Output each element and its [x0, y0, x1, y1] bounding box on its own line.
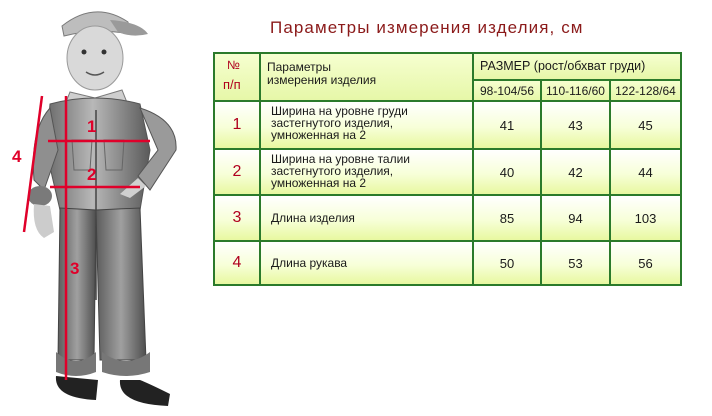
row-2-line-1: Ширина на уровне талии: [271, 152, 411, 166]
row-1-param: [261, 102, 472, 148]
measure-label-1: 1: [87, 117, 97, 136]
param-header-line1: Параметры: [267, 60, 331, 74]
grid-line: [472, 79, 680, 81]
grid-line: [215, 100, 680, 102]
row-3-line-1: Длина изделия: [271, 211, 355, 225]
row-4-val-1: 50: [474, 242, 540, 284]
param-header-line2: измерения изделия: [267, 73, 377, 87]
grid-line: [472, 54, 474, 284]
page-title: Параметры измерения изделия, см: [270, 18, 584, 37]
row-1-line-1: Ширина на уровне груди: [271, 104, 408, 118]
row-3-val-1: 85: [474, 196, 540, 240]
row-2-number: 2: [215, 150, 259, 194]
row-1-val-1: 41: [474, 102, 540, 148]
size-col-3: 122-128/64: [611, 81, 680, 100]
measure-label-2: 2: [87, 165, 97, 184]
child-costume-figure: [0, 0, 215, 416]
row-2-line-3: умноженная на 2: [271, 176, 367, 190]
row-3-val-2: 94: [542, 196, 609, 240]
grid-line: [609, 79, 611, 284]
number-label: п/п: [223, 77, 241, 92]
row-2-val-2: 42: [542, 150, 609, 194]
grid-line: [540, 79, 542, 284]
row-2-val-1: 40: [474, 150, 540, 194]
header-size-cell: [474, 54, 680, 79]
row-4-param: [261, 242, 472, 284]
row-1-val-3: 45: [611, 102, 680, 148]
size-col-2: 110-116/60: [542, 81, 609, 100]
costume-illustration: [0, 0, 215, 416]
row-1-line-3: умноженная на 2: [271, 128, 367, 142]
header-number-cell: [215, 54, 259, 100]
header-param-cell: [261, 54, 472, 100]
size-table: [213, 52, 682, 286]
row-3-number: 3: [215, 196, 259, 240]
size-header-label: РАЗМЕР (рост/обхват груди): [480, 59, 646, 73]
row-2-param: [261, 150, 472, 194]
row-3-val-3: 103: [611, 196, 680, 240]
row-1-val-2: 43: [542, 102, 609, 148]
row-2-line-2: застегнутого изделия,: [271, 164, 394, 178]
grid-line: [215, 148, 680, 150]
row-4-val-2: 53: [542, 242, 609, 284]
row-3-param: [261, 196, 472, 240]
row-2-val-3: 44: [611, 150, 680, 194]
row-4-val-3: 56: [611, 242, 680, 284]
size-col-1: 98-104/56: [474, 81, 540, 100]
row-4-line-1: Длина рукава: [271, 256, 348, 270]
grid-line: [215, 194, 680, 196]
measure-label-3: 3: [70, 259, 80, 278]
measure-label-4: 4: [12, 147, 22, 166]
row-4-number: 4: [215, 242, 259, 284]
row-1-number: 1: [215, 102, 259, 148]
grid-line: [215, 240, 680, 242]
number-symbol: №: [227, 58, 240, 72]
grid-line: [259, 54, 261, 284]
row-1-line-2: застегнутого изделия,: [271, 116, 394, 130]
